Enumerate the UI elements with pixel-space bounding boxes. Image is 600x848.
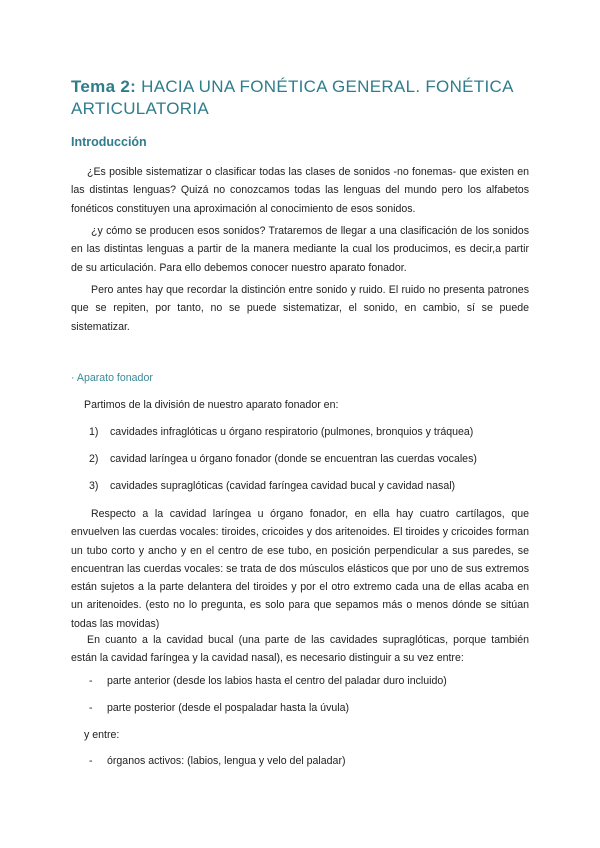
y-entre-text: y entre: (84, 729, 120, 741)
larynx-paragraph: Respecto a la cavidad laríngea u órgano fonador, en ella hay cuatro cartílagos, que envuelven las cuerdas vocales: tiroides, cricoides y dos aritenoides. El tiroides y cricoides forman un tubo corto y ancho y en el centro de ese tubo, en posición perpendicular a sus paredes, se encuentran las cuerdas vocales: se trata de dos músculos elásticos que por uno de sus extremos están sujetos a la parte delantera del tiroides y por el otro extremo cada una de ellas acaba en un aritenoides. (esto no lo pregunta, es solo para que sepamos más o menos dónde se sitúan todas las movidas) (71, 508, 529, 630)
list-item-number: 1) (89, 426, 99, 438)
list-item-text: cavidad laríngea u órgano fonador (donde se encuentran las cuerdas vocales) (110, 453, 477, 465)
title-prefix: Tema 2: (71, 77, 137, 96)
list-item-dash: - (89, 755, 93, 767)
intro-heading: Introducción (71, 135, 147, 149)
intro-paragraph-2: ¿y cómo se producen esos sonidos? Trataremos de llegar a una clasificación de los sonidos en las distintas lenguas a partir de la manera mediante la cual los producimos, es decir,a partir de su articulación. Para ello debemos conocer nuestro aparato fonador. (71, 225, 529, 274)
intro-paragraph-1: ¿Es posible sistematizar o clasificar todas las clases de sonidos -no fonemas- que existen en las distintas lenguas? Quizá no conozcamos todas las lenguas del mundo pero los alfabetos fonéticos constituyen una aproximación al conocimiento de esos sonidos. (71, 166, 529, 215)
intro-paragraph-3: Pero antes hay que recordar la distinción entre sonido y ruido. El ruido no presenta patrones que se repiten, por tanto, no se puede sistematizar, el sonido, en cambio, sí se puede sistematizar. (71, 284, 529, 333)
title-line1: HACIA UNA FONÉTICA GENERAL. FONÉTICA (141, 77, 514, 96)
division-lead: Partimos de la división de nuestro aparato fonador en: (84, 399, 339, 411)
list-item-text: cavidades infraglóticas u órgano respiratorio (pulmones, bronquios y tráquea) (110, 426, 474, 438)
page-title (71, 76, 531, 120)
list-item-text: parte anterior (desde los labios hasta el centro del paladar duro incluido) (107, 675, 447, 687)
list-item-text: cavidades supraglóticas (cavidad faríngea cavidad bucal y cavidad nasal) (110, 480, 456, 492)
list-item-text: parte posterior (desde el pospaladar hasta la úvula) (107, 702, 350, 714)
title-line2: ARTICULATORIA (71, 99, 210, 118)
list-item-dash: - (89, 675, 93, 687)
list-item-number: 3) (89, 480, 99, 492)
list-item-text: órganos activos: (labios, lengua y velo del paladar) (107, 755, 346, 767)
bucal-paragraph: En cuanto a la cavidad bucal (una parte de las cavidades supraglóticas, porque también están la cavidad faríngea y la cavidad nasal), es necesario distinguir a su vez entre: (71, 634, 529, 665)
section-heading-aparato-fonador: · Aparato fonador (71, 372, 153, 384)
list-item-dash: - (89, 702, 93, 714)
list-item-number: 2) (89, 453, 99, 465)
